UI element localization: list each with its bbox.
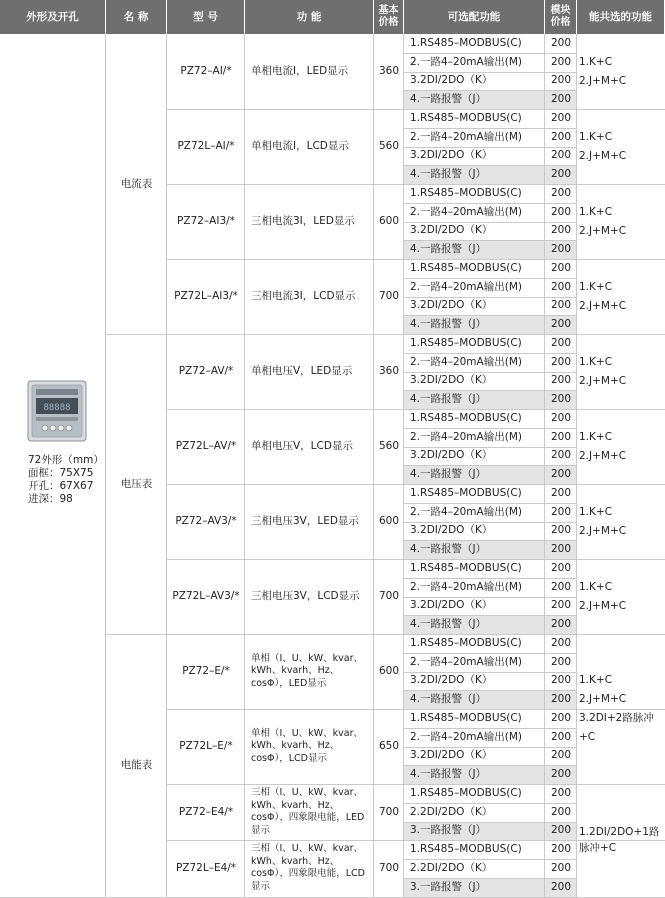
option-cell: 3.2DI/2DO（K） [410, 224, 493, 237]
module-price-cell: 200 [545, 315, 577, 334]
option-cell: 3.2DI/2DO（K） [410, 149, 493, 162]
grid-line [404, 90, 577, 91]
module-price-cell: 200 [550, 336, 572, 349]
combinable-item: 1.K+C [579, 674, 613, 686]
grid-line [404, 297, 577, 298]
option-cell: 2.一路4–20mA输出(M) [410, 580, 522, 593]
module-price-cell: 200 [550, 861, 572, 874]
module-price-cell: 200 [550, 36, 572, 49]
module-price-cell: 200 [545, 240, 577, 259]
option-cell: 4.一路报警（J） [404, 765, 545, 784]
module-price-cell: 200 [550, 636, 572, 649]
grid-line [404, 203, 577, 204]
function-cell: 单相电压V，LED显示 [251, 365, 353, 377]
grid-line [404, 390, 577, 391]
option-cell: 2.一路4–20mA输出(M) [410, 280, 522, 293]
category-name-cell: 电流表 [120, 177, 153, 190]
module-price-cell: 200 [545, 390, 577, 409]
grid-line [404, 428, 577, 429]
grid-line [404, 165, 577, 166]
grid-line [544, 34, 545, 897]
module-price-cell: 200 [550, 224, 572, 237]
combinable-item: 1.K+C [579, 505, 613, 518]
option-cell: 1.RS485–MODBUS(C) [410, 336, 522, 349]
model-cell: PZ72–E4/* [178, 805, 234, 818]
grid-line [404, 278, 577, 279]
option-cell: 4.一路报警（J） [404, 90, 545, 109]
option-cell: 1.RS485–MODBUS(C) [410, 636, 522, 649]
module-price-cell: 200 [550, 486, 572, 499]
module-price-cell: 200 [550, 749, 572, 762]
combinable-item: 1.K+C [579, 580, 613, 593]
module-price-cell: 200 [550, 786, 572, 799]
option-cell: 4.一路报警（J） [404, 690, 545, 709]
grid-line [373, 34, 374, 897]
module-price-cell: 200 [550, 805, 572, 818]
grid-line [404, 747, 577, 748]
model-cell: PZ72L–E/* [179, 740, 233, 752]
module-price-cell: 200 [545, 165, 577, 184]
function-cell: 单相（I、U、kW、kvar、kWh、kvarh、Hz、cosΦ），LCD显示 [251, 727, 364, 764]
option-cell: 4.一路报警（J） [404, 465, 545, 484]
base-price-cell: 560 [378, 440, 400, 452]
option-cell: 2.一路4–20mA输出(M) [410, 355, 522, 368]
grid-line [404, 597, 577, 598]
option-cell: 2.2DI/2DO（K） [410, 805, 493, 818]
option-cell: 2.一路4–20mA输出(M) [410, 730, 522, 743]
combinable-cell [577, 334, 665, 409]
combinable-item: 1.K+C [579, 55, 613, 68]
model-cell: PZ72–AV/* [178, 365, 234, 377]
module-price-cell: 200 [545, 615, 577, 634]
grid-line [404, 615, 577, 616]
combinable-cell [577, 484, 665, 559]
grid-line [404, 728, 577, 729]
combinable-item: 1.K+C [579, 205, 613, 218]
module-price-cell: 200 [545, 90, 577, 109]
grid-line [404, 447, 577, 448]
header-model: 型 号 [167, 0, 244, 34]
option-cell: 1.RS485–MODBUS(C) [410, 561, 522, 574]
shape-spec-line: 72外形（mm） [28, 454, 104, 466]
header-shape: 外形及开孔 [0, 0, 105, 34]
module-price-cell: 200 [550, 561, 572, 574]
option-cell: 4.一路报警（J） [404, 390, 545, 409]
grid-line [166, 34, 167, 897]
module-price-cell: 200 [550, 655, 572, 668]
model-cell: PZ72–E/* [182, 665, 230, 677]
grid-line [404, 503, 577, 504]
base-price-cell: 700 [378, 590, 400, 602]
module-price-cell: 200 [550, 843, 572, 856]
grid-line [244, 34, 245, 897]
grid-line [404, 803, 577, 804]
module-price-cell: 200 [550, 355, 572, 368]
combinable-item: 1.K+C [579, 280, 613, 293]
grid-line [404, 672, 577, 673]
base-price-cell: 560 [378, 140, 400, 152]
module-price-cell: 200 [545, 878, 577, 897]
option-cell: 4.一路报警（J） [404, 315, 545, 334]
option-cell: 4.一路报警（J） [404, 240, 545, 259]
model-cell: PZ72–AI3/* [177, 215, 235, 227]
base-price-cell: 360 [378, 65, 400, 77]
combinable-item: 3.2DI+2路脉冲+C [579, 712, 654, 743]
option-cell: 3.2DI/2DO（K） [410, 449, 493, 462]
model-cell: PZ72–AI/* [180, 65, 232, 77]
function-cell: 三相电压3V，LCD显示 [251, 590, 360, 602]
option-cell: 2.一路4–20mA输出(M) [410, 205, 522, 218]
module-price-cell: 200 [550, 524, 572, 537]
function-cell: 单相（I、U、kW、kvar、kWh、kvarh、Hz、cosΦ），LED显示 [251, 652, 364, 689]
module-price-cell: 200 [550, 730, 572, 743]
model-cell: PZ72L–AV/* [175, 440, 237, 452]
option-cell: 2.2DI/2DO（K） [410, 861, 493, 874]
grid-line [404, 222, 577, 223]
function-cell: 三相电流3I，LCD显示 [251, 290, 356, 302]
module-price-cell: 200 [550, 74, 572, 87]
model-cell: PZ72L–E4/* [175, 861, 237, 874]
combinable-item: 2.J+M+C [579, 299, 627, 312]
combinable-item: 1.K+C [579, 355, 613, 368]
grid-line [0, 897, 665, 898]
module-price-cell: 200 [550, 430, 572, 443]
option-cell: 1.RS485–MODBUS(C) [410, 36, 522, 49]
combinable-item: 1.2DI/2DO+1路脉冲+C [579, 826, 660, 855]
option-cell: 1.RS485–MODBUS(C) [410, 411, 522, 424]
module-price-cell: 200 [545, 822, 577, 841]
combinable-item: 2.J+M+C [579, 449, 627, 462]
grid-line [105, 34, 106, 897]
module-price-cell: 200 [550, 186, 572, 199]
option-cell: 3.2DI/2DO（K） [410, 74, 493, 87]
option-cell: 2.一路4–20mA输出(M) [410, 55, 522, 68]
base-price-cell: 600 [378, 215, 400, 227]
header-combinable: 能共选的功能 [577, 0, 664, 34]
combinable-cell [577, 34, 665, 109]
svg-text:88888: 88888 [43, 403, 71, 413]
grid-line [404, 53, 577, 54]
grid-line [404, 765, 577, 766]
function-cell: 单相电压V，LCD显示 [251, 440, 353, 452]
function-cell: 三相电流3I，LED显示 [251, 215, 355, 227]
combinable-cell [577, 109, 665, 184]
option-cell: 4.一路报警（J） [404, 540, 545, 559]
combinable-cell [577, 784, 665, 897]
grid-line [404, 128, 577, 129]
option-cell: 3.一路报警（J） [404, 822, 545, 841]
module-price-cell: 200 [550, 411, 572, 424]
module-price-cell: 200 [550, 130, 572, 143]
grid-line [404, 372, 577, 373]
combinable-item: 2.J+M+C [579, 599, 627, 612]
grid-line [404, 522, 577, 523]
option-cell: 3.2DI/2DO（K） [410, 374, 493, 387]
module-price-cell: 200 [545, 690, 577, 709]
module-price-cell: 200 [550, 205, 572, 218]
option-cell: 3.一路报警（J） [404, 878, 545, 897]
category-name-cell: 电压表 [120, 477, 153, 490]
model-cell: PZ72–AV3/* [175, 515, 237, 527]
grid-line [404, 878, 577, 879]
option-cell: 1.RS485–MODBUS(C) [410, 843, 522, 856]
option-cell: 1.RS485–MODBUS(C) [410, 711, 522, 724]
base-price-cell: 700 [378, 290, 400, 302]
option-cell: 1.RS485–MODBUS(C) [410, 111, 522, 124]
grid-line [404, 578, 577, 579]
function-cell: 单相电流I，LED显示 [251, 65, 349, 77]
grid-line [404, 240, 577, 241]
combinable-item: 2.J+M+C [579, 374, 627, 387]
option-cell: 1.RS485–MODBUS(C) [410, 186, 522, 199]
function-cell: 三相电压3V，LED显示 [251, 515, 359, 527]
header-function: 功 能 [245, 0, 373, 34]
base-price-cell: 700 [378, 861, 400, 874]
module-price-cell: 200 [550, 449, 572, 462]
shape-spec-line: 进深：98 [28, 493, 73, 505]
base-price-cell: 700 [378, 805, 400, 818]
function-cell: 三相（I、U、kW、kvar、kWh、kvarh、Hz、cosΦ）、四象限电能，LCD显示 [251, 843, 365, 892]
combinable-cell [577, 409, 665, 484]
shape-spec-line: 开孔：67X67 [28, 480, 94, 492]
module-price-cell: 200 [550, 599, 572, 612]
meter-device-illustration [27, 380, 87, 442]
category-name-cell: 电能表 [120, 758, 153, 771]
combinable-item: 2.J+M+C [579, 149, 627, 162]
module-price-cell: 200 [550, 149, 572, 162]
function-cell: 三相（I、U、kW、kvar、kWh、kvarh、Hz、cosΦ）、四象限电能，LED显示 [251, 787, 365, 836]
model-cell: PZ72L–AI/* [177, 140, 235, 152]
module-price-cell: 200 [550, 711, 572, 724]
module-price-cell: 200 [545, 465, 577, 484]
module-price-cell: 200 [550, 580, 572, 593]
grid-line [404, 465, 577, 466]
base-price-cell: 360 [378, 365, 400, 377]
module-price-cell: 200 [550, 299, 572, 312]
function-cell: 单相电流I，LCD显示 [251, 140, 349, 152]
option-cell: 3.2DI/2DO（K） [410, 299, 493, 312]
shape-spec-line: 面框：75X75 [28, 467, 94, 479]
combinable-item: 2.J+M+C [579, 693, 627, 705]
grid-line [403, 34, 404, 897]
header-base-price: 基本价格 [374, 0, 403, 34]
header-options: 可选配功能 [404, 0, 544, 34]
model-cell: PZ72L–AI3/* [174, 290, 238, 302]
combinable-cell [577, 259, 665, 334]
grid-line [404, 540, 577, 541]
option-cell: 1.RS485–MODBUS(C) [410, 786, 522, 799]
base-price-cell: 650 [378, 740, 400, 752]
base-price-cell: 600 [378, 665, 400, 677]
shape-spec-cell [0, 454, 106, 534]
header-module-price: 模块价格 [545, 0, 576, 34]
grid-line [404, 859, 577, 860]
grid-line [404, 690, 577, 691]
header-name: 名 称 [106, 0, 166, 34]
grid-line [404, 353, 577, 354]
grid-line [404, 653, 577, 654]
module-price-cell: 200 [550, 55, 572, 68]
module-price-cell: 200 [550, 111, 572, 124]
option-cell: 1.RS485–MODBUS(C) [410, 261, 522, 274]
option-cell: 2.一路4–20mA输出(M) [410, 130, 522, 143]
combinable-cell [577, 184, 665, 259]
module-price-cell: 200 [550, 674, 572, 687]
grid-line [404, 147, 577, 148]
option-cell: 3.2DI/2DO（K） [410, 524, 493, 537]
combinable-item: 2.J+M+C [579, 524, 627, 537]
combinable-item: 2.J+M+C [579, 224, 627, 237]
option-cell: 2.一路4–20mA输出(M) [410, 505, 522, 518]
module-price-cell: 200 [545, 765, 577, 784]
grid-line [404, 72, 577, 73]
combinable-item: 1.K+C [579, 130, 613, 143]
grid-line [576, 34, 577, 897]
combinable-item: 1.K+C [579, 430, 613, 443]
option-cell: 3.2DI/2DO（K） [410, 674, 493, 687]
module-price-cell: 200 [550, 280, 572, 293]
option-cell: 2.一路4–20mA输出(M) [410, 430, 522, 443]
option-cell: 4.一路报警（J） [404, 615, 545, 634]
option-cell: 3.2DI/2DO（K） [410, 749, 493, 762]
model-cell: PZ72L–AV3/* [172, 590, 240, 602]
option-cell: 1.RS485–MODBUS(C) [410, 486, 522, 499]
grid-line [404, 822, 577, 823]
combinable-cell [577, 634, 665, 784]
combinable-cell [577, 559, 665, 634]
module-price-cell: 200 [550, 261, 572, 274]
base-price-cell: 600 [378, 515, 400, 527]
option-cell: 2.一路4–20mA输出(M) [410, 655, 522, 668]
option-cell: 4.一路报警（J） [404, 165, 545, 184]
option-cell: 3.2DI/2DO（K） [410, 599, 493, 612]
module-price-cell: 200 [550, 374, 572, 387]
module-price-cell: 200 [545, 540, 577, 559]
grid-line [404, 315, 577, 316]
combinable-item: 2.J+M+C [579, 74, 627, 87]
module-price-cell: 200 [550, 505, 572, 518]
